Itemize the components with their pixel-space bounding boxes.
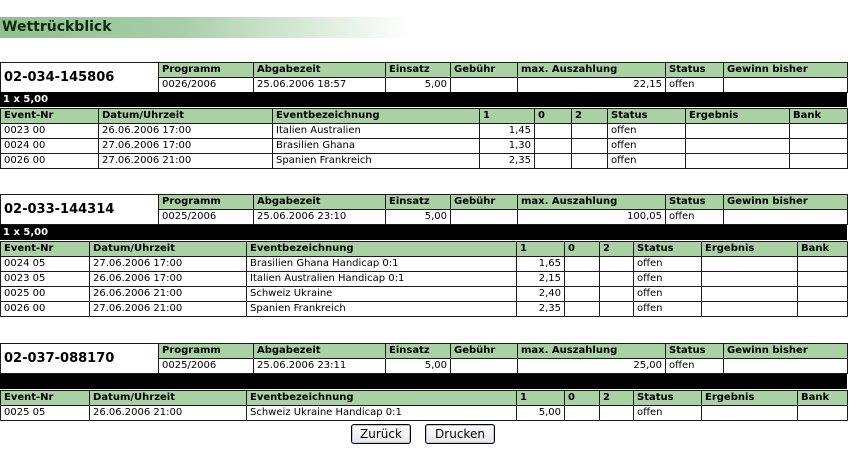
event-bez: Spanien Frankreich xyxy=(273,154,480,169)
event-status: offen xyxy=(608,154,686,169)
programm-value: 0026/2006 xyxy=(159,78,254,93)
event-bank xyxy=(798,257,848,272)
event-ergebnis xyxy=(702,257,798,272)
event-bank xyxy=(798,406,848,421)
event-q0 xyxy=(535,139,572,154)
max-auszahlung-value: 100,05 xyxy=(518,210,666,225)
gebuehr-value xyxy=(451,359,518,374)
col-datum: Datum/Uhrzeit xyxy=(99,109,273,124)
programm-value: 0025/2006 xyxy=(159,359,254,374)
gewinn-bisher-value xyxy=(724,210,848,225)
col-event-nr: Event-Nr xyxy=(1,391,90,406)
event-q2 xyxy=(572,139,608,154)
event-nr: 0023 05 xyxy=(1,272,90,287)
event-q1: 1,65 xyxy=(517,257,565,272)
event-status: offen xyxy=(634,272,702,287)
col-status: Status xyxy=(666,344,724,359)
gebuehr-value xyxy=(451,210,518,225)
col-0: 0 xyxy=(535,109,572,124)
event-bez: Spanien Frankreich xyxy=(247,302,517,317)
event-q1: 5,00 xyxy=(517,406,565,421)
einsatz-value: 5,00 xyxy=(386,359,451,374)
col-abgabezeit: Abgabezeit xyxy=(254,344,386,359)
event-bank xyxy=(790,154,848,169)
system-band: 1 x 5,00 xyxy=(0,92,847,107)
page-header xyxy=(0,17,408,38)
event-nr: 0024 05 xyxy=(1,257,90,272)
col-bank: Bank xyxy=(790,109,848,124)
event-q0 xyxy=(565,406,600,421)
event-q1: 2,35 xyxy=(480,154,535,169)
col-0: 0 xyxy=(565,242,600,257)
col-1: 1 xyxy=(480,109,535,124)
event-datum: 27.06.2006 17:00 xyxy=(99,139,273,154)
system-band xyxy=(0,374,847,389)
col-eventbezeichnung: Eventbezeichnung xyxy=(247,242,517,257)
event-table xyxy=(0,108,848,169)
einsatz-value: 5,00 xyxy=(386,78,451,93)
table-row xyxy=(1,302,848,317)
event-q0 xyxy=(535,124,572,139)
bet-summary-table xyxy=(0,343,848,374)
event-q0 xyxy=(565,272,600,287)
event-status: offen xyxy=(634,302,702,317)
event-datum: 26.06.2006 17:00 xyxy=(90,272,247,287)
table-row xyxy=(1,139,848,154)
back-button[interactable]: Zurück xyxy=(351,424,411,444)
col-1: 1 xyxy=(517,391,565,406)
event-q2 xyxy=(600,287,634,302)
event-datum: 26.06.2006 17:00 xyxy=(99,124,273,139)
event-q1: 1,45 xyxy=(480,124,535,139)
col-abgabezeit: Abgabezeit xyxy=(254,195,386,210)
col-abgabezeit: Abgabezeit xyxy=(254,63,386,78)
col-bank: Bank xyxy=(798,242,848,257)
col-gebuehr: Gebühr xyxy=(451,195,518,210)
event-bank xyxy=(790,124,848,139)
col-max-auszahlung: max. Auszahlung xyxy=(518,63,666,78)
bet-summary-table xyxy=(0,62,848,93)
col-1: 1 xyxy=(517,242,565,257)
event-bank xyxy=(790,139,848,154)
event-nr: 0024 00 xyxy=(1,139,99,154)
status-value: offen xyxy=(666,210,724,225)
col-ergebnis: Ergebnis xyxy=(702,391,798,406)
event-ergebnis xyxy=(702,302,798,317)
col-status: Status xyxy=(666,195,724,210)
system-band: 1 x 5,00 xyxy=(0,225,847,240)
table-row xyxy=(1,272,848,287)
event-q2 xyxy=(572,124,608,139)
event-status: offen xyxy=(608,139,686,154)
event-ergebnis xyxy=(702,406,798,421)
event-nr: 0025 05 xyxy=(1,406,90,421)
table-row xyxy=(1,406,848,421)
col-eventbezeichnung: Eventbezeichnung xyxy=(247,391,517,406)
event-q0 xyxy=(565,302,600,317)
col-datum: Datum/Uhrzeit xyxy=(90,242,247,257)
abgabezeit-value: 25.06.2006 23:10 xyxy=(254,210,386,225)
event-q1: 2,40 xyxy=(517,287,565,302)
event-bez: Italien Australien xyxy=(273,124,480,139)
event-status: offen xyxy=(634,257,702,272)
col-status: Status xyxy=(634,242,702,257)
programm-value: 0025/2006 xyxy=(159,210,254,225)
col-einsatz: Einsatz xyxy=(386,195,451,210)
col-2: 2 xyxy=(600,242,634,257)
print-button[interactable]: Drucken xyxy=(425,424,495,444)
event-q2 xyxy=(572,154,608,169)
event-ergebnis xyxy=(686,139,790,154)
status-value: offen xyxy=(666,359,724,374)
event-bez: Schweiz Ukraine Handicap 0:1 xyxy=(247,406,517,421)
event-nr: 0025 00 xyxy=(1,287,90,302)
event-q2 xyxy=(600,272,634,287)
max-auszahlung-value: 22,15 xyxy=(518,78,666,93)
col-ergebnis: Ergebnis xyxy=(702,242,798,257)
col-status: Status xyxy=(608,109,686,124)
event-table xyxy=(0,390,848,421)
event-datum: 26.06.2006 21:00 xyxy=(90,287,247,302)
event-q0 xyxy=(565,257,600,272)
bet-id: 02-037-088170 xyxy=(1,344,159,374)
col-event-nr: Event-Nr xyxy=(1,242,90,257)
event-bank xyxy=(798,287,848,302)
event-q2 xyxy=(600,406,634,421)
status-value: offen xyxy=(666,78,724,93)
event-datum: 26.06.2006 21:00 xyxy=(90,406,247,421)
col-gewinn-bisher: Gewinn bisher xyxy=(724,63,848,78)
event-q2 xyxy=(600,257,634,272)
col-2: 2 xyxy=(600,391,634,406)
col-bank: Bank xyxy=(798,391,848,406)
event-datum: 27.06.2006 17:00 xyxy=(90,257,247,272)
bet-summary-table xyxy=(0,194,848,225)
gewinn-bisher-value xyxy=(724,78,848,93)
event-nr: 0026 00 xyxy=(1,154,99,169)
event-bank xyxy=(798,272,848,287)
col-gewinn-bisher: Gewinn bisher xyxy=(724,195,848,210)
col-programm: Programm xyxy=(159,344,254,359)
col-gewinn-bisher: Gewinn bisher xyxy=(724,344,848,359)
event-q1: 2,35 xyxy=(517,302,565,317)
col-einsatz: Einsatz xyxy=(386,344,451,359)
event-bez: Brasilien Ghana Handicap 0:1 xyxy=(247,257,517,272)
event-q2 xyxy=(600,302,634,317)
bet-id: 02-034-145806 xyxy=(1,63,159,93)
event-table xyxy=(0,241,848,317)
col-ergebnis: Ergebnis xyxy=(686,109,790,124)
table-row xyxy=(1,154,848,169)
gebuehr-value xyxy=(451,78,518,93)
event-bez: Italien Australien Handicap 0:1 xyxy=(247,272,517,287)
event-q0 xyxy=(565,287,600,302)
col-event-nr: Event-Nr xyxy=(1,109,99,124)
event-ergebnis xyxy=(686,154,790,169)
col-2: 2 xyxy=(572,109,608,124)
event-bank xyxy=(798,302,848,317)
event-q0 xyxy=(535,154,572,169)
event-q1: 1,30 xyxy=(480,139,535,154)
event-q1: 2,15 xyxy=(517,272,565,287)
gewinn-bisher-value xyxy=(724,359,848,374)
page-title: Wettrückblick xyxy=(2,19,112,35)
col-programm: Programm xyxy=(159,195,254,210)
event-status: offen xyxy=(634,287,702,302)
bet-id: 02-033-144314 xyxy=(1,195,159,225)
table-row xyxy=(1,257,848,272)
max-auszahlung-value: 25,00 xyxy=(518,359,666,374)
event-nr: 0026 00 xyxy=(1,302,90,317)
abgabezeit-value: 25.06.2006 18:57 xyxy=(254,78,386,93)
col-einsatz: Einsatz xyxy=(386,63,451,78)
abgabezeit-value: 25.06.2006 23:11 xyxy=(254,359,386,374)
event-status: offen xyxy=(634,406,702,421)
col-status: Status xyxy=(666,63,724,78)
table-row xyxy=(1,124,848,139)
event-status: offen xyxy=(608,124,686,139)
einsatz-value: 5,00 xyxy=(386,210,451,225)
col-max-auszahlung: max. Auszahlung xyxy=(518,195,666,210)
col-gebuehr: Gebühr xyxy=(451,344,518,359)
col-0: 0 xyxy=(565,391,600,406)
table-row xyxy=(1,287,848,302)
col-max-auszahlung: max. Auszahlung xyxy=(518,344,666,359)
event-datum: 27.06.2006 21:00 xyxy=(99,154,273,169)
event-ergebnis xyxy=(702,287,798,302)
event-bez: Brasilien Ghana xyxy=(273,139,480,154)
col-programm: Programm xyxy=(159,63,254,78)
col-status: Status xyxy=(634,391,702,406)
col-eventbezeichnung: Eventbezeichnung xyxy=(273,109,480,124)
event-datum: 27.06.2006 21:00 xyxy=(90,302,247,317)
col-datum: Datum/Uhrzeit xyxy=(90,391,247,406)
event-bez: Schweiz Ukraine xyxy=(247,287,517,302)
col-gebuehr: Gebühr xyxy=(451,63,518,78)
event-ergebnis xyxy=(686,124,790,139)
event-nr: 0023 00 xyxy=(1,124,99,139)
event-ergebnis xyxy=(702,272,798,287)
